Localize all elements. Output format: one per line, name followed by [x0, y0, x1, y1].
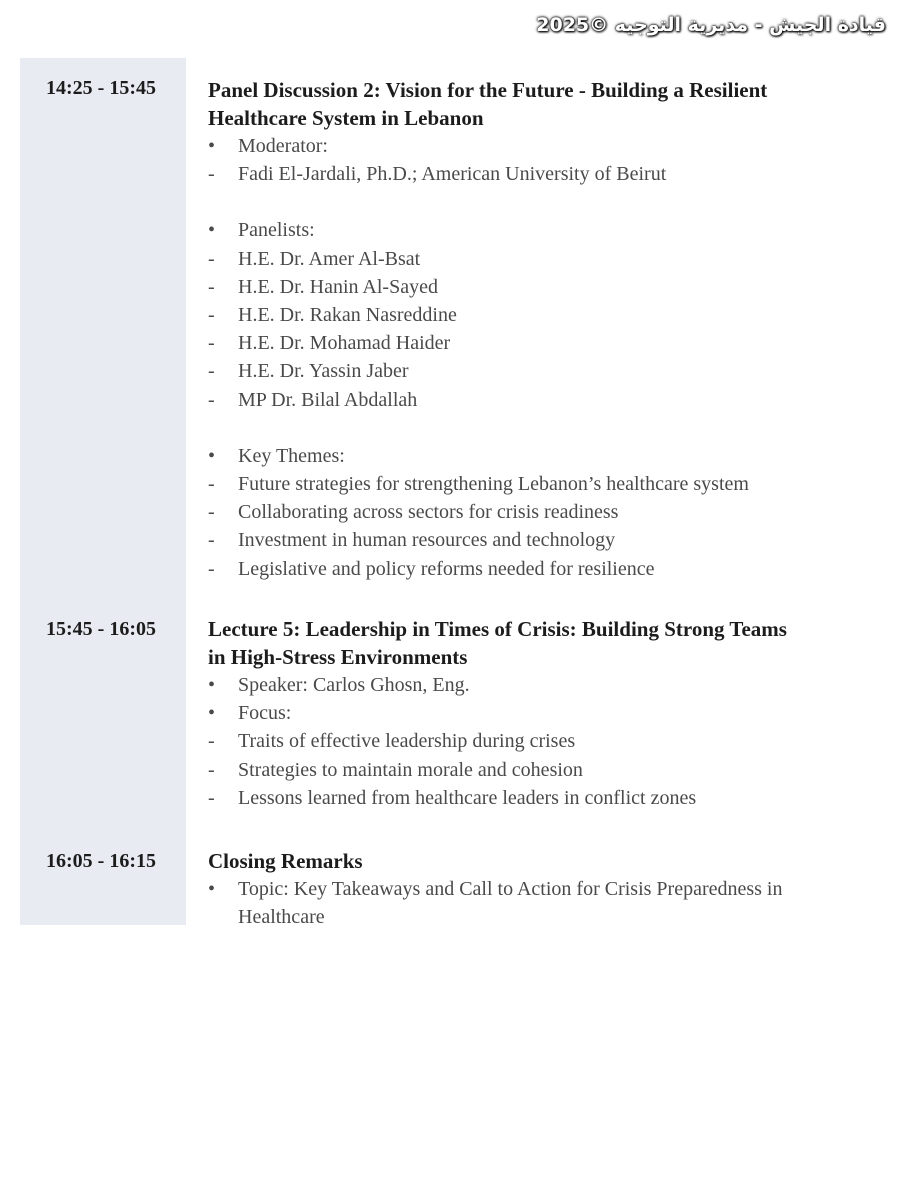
dash-marker: - — [208, 473, 215, 496]
theme-text: Future strategies for strengthening Lebanon’s healthcare system — [238, 473, 749, 496]
panelist-name: H.E. Dr. Mohamad Haider — [238, 332, 451, 355]
moderator-name: Fadi El-Jardali, Ph.D.; American University of Beirut — [238, 163, 667, 186]
list-item — [208, 160, 868, 188]
panelist-name: H.E. Dr. Hanin Al-Sayed — [238, 275, 438, 298]
list-item — [208, 671, 868, 699]
list-item — [208, 470, 868, 498]
bullet-marker: • — [208, 444, 216, 467]
list-item — [208, 526, 868, 554]
list-item — [208, 875, 868, 931]
dash-marker: - — [208, 730, 215, 753]
panelist-name: H.E. Dr. Yassin Jaber — [238, 360, 409, 383]
session-title — [208, 847, 868, 875]
session-time: 14:25 - 15:45 — [46, 77, 156, 99]
list-item — [208, 555, 868, 583]
list-item — [208, 442, 868, 470]
dash-marker: - — [208, 758, 215, 781]
dash-marker: - — [208, 304, 215, 327]
dash-marker: - — [208, 388, 215, 411]
dash-marker: - — [208, 360, 215, 383]
session-closing-remarks — [208, 847, 868, 931]
watermark: قيادة الجيش - مديرية التوجيه ©2025 — [536, 14, 886, 36]
time-column — [20, 58, 186, 925]
session-title — [208, 615, 868, 671]
panelist-name: H.E. Dr. Amer Al-Bsat — [238, 247, 421, 270]
session-time: 15:45 - 16:05 — [46, 618, 156, 640]
list-item — [208, 329, 868, 357]
title-line: Panel Discussion 2: Vision for the Future - Building a Resilient — [208, 78, 768, 102]
title-line: in High-Stress Environments — [208, 645, 468, 669]
list-item — [208, 357, 868, 385]
dash-marker: - — [208, 786, 215, 809]
session-title — [208, 76, 868, 132]
dash-marker: - — [208, 501, 215, 524]
speaker-text: Speaker: Carlos Ghosn, Eng. — [238, 674, 470, 696]
title-line: Healthcare System in Lebanon — [208, 106, 484, 130]
bullet-marker: • — [208, 135, 216, 157]
title-line: Closing Remarks — [208, 849, 363, 873]
focus-text: Lessons learned from healthcare leaders in conflict zones — [238, 786, 697, 809]
topic-text: Topic: Key Takeaways and Call to Action for Crisis Preparedness in — [238, 878, 783, 900]
bullet-marker: • — [208, 219, 216, 242]
focus-text: Strategies to maintain morale and cohesion — [238, 758, 583, 781]
theme-text: Legislative and policy reforms needed for resilience — [238, 557, 655, 580]
session-lecture-5 — [208, 615, 868, 812]
title-line: Lecture 5: Leadership in Times of Crisis: Building Strong Teams — [208, 617, 787, 641]
bullet-marker: • — [208, 674, 216, 696]
list-item — [208, 301, 868, 329]
list-item — [208, 498, 868, 526]
panelist-name: H.E. Dr. Rakan Nasreddine — [238, 304, 457, 327]
dash-marker: - — [208, 529, 215, 552]
bullet-marker: • — [208, 878, 216, 900]
list-item — [208, 699, 868, 727]
theme-text: Collaborating across sectors for crisis readiness — [238, 501, 619, 524]
bullet-marker: • — [208, 702, 216, 725]
dash-marker: - — [208, 332, 215, 355]
dash-marker: - — [208, 247, 215, 270]
list-item — [208, 273, 868, 301]
focus-label: Focus: — [238, 702, 292, 725]
list-item — [208, 386, 868, 414]
panelists-label: Panelists: — [238, 219, 315, 242]
topic-text: Healthcare — [238, 906, 325, 929]
dash-marker: - — [208, 163, 215, 186]
list-item — [208, 245, 868, 273]
session-panel-discussion-2 — [208, 76, 868, 583]
focus-text: Traits of effective leadership during crises — [238, 730, 576, 753]
list-item — [208, 756, 868, 784]
dash-marker: - — [208, 275, 215, 298]
list-item — [208, 784, 868, 812]
list-item — [208, 727, 868, 755]
session-time: 16:05 - 16:15 — [46, 850, 156, 872]
moderator-label: Moderator: — [238, 135, 328, 157]
list-item — [208, 132, 868, 160]
panelist-name: MP Dr. Bilal Abdallah — [238, 388, 418, 411]
theme-text: Investment in human resources and technology — [238, 529, 616, 552]
themes-label: Key Themes: — [238, 444, 345, 467]
list-item — [208, 216, 868, 244]
dash-marker: - — [208, 557, 215, 580]
